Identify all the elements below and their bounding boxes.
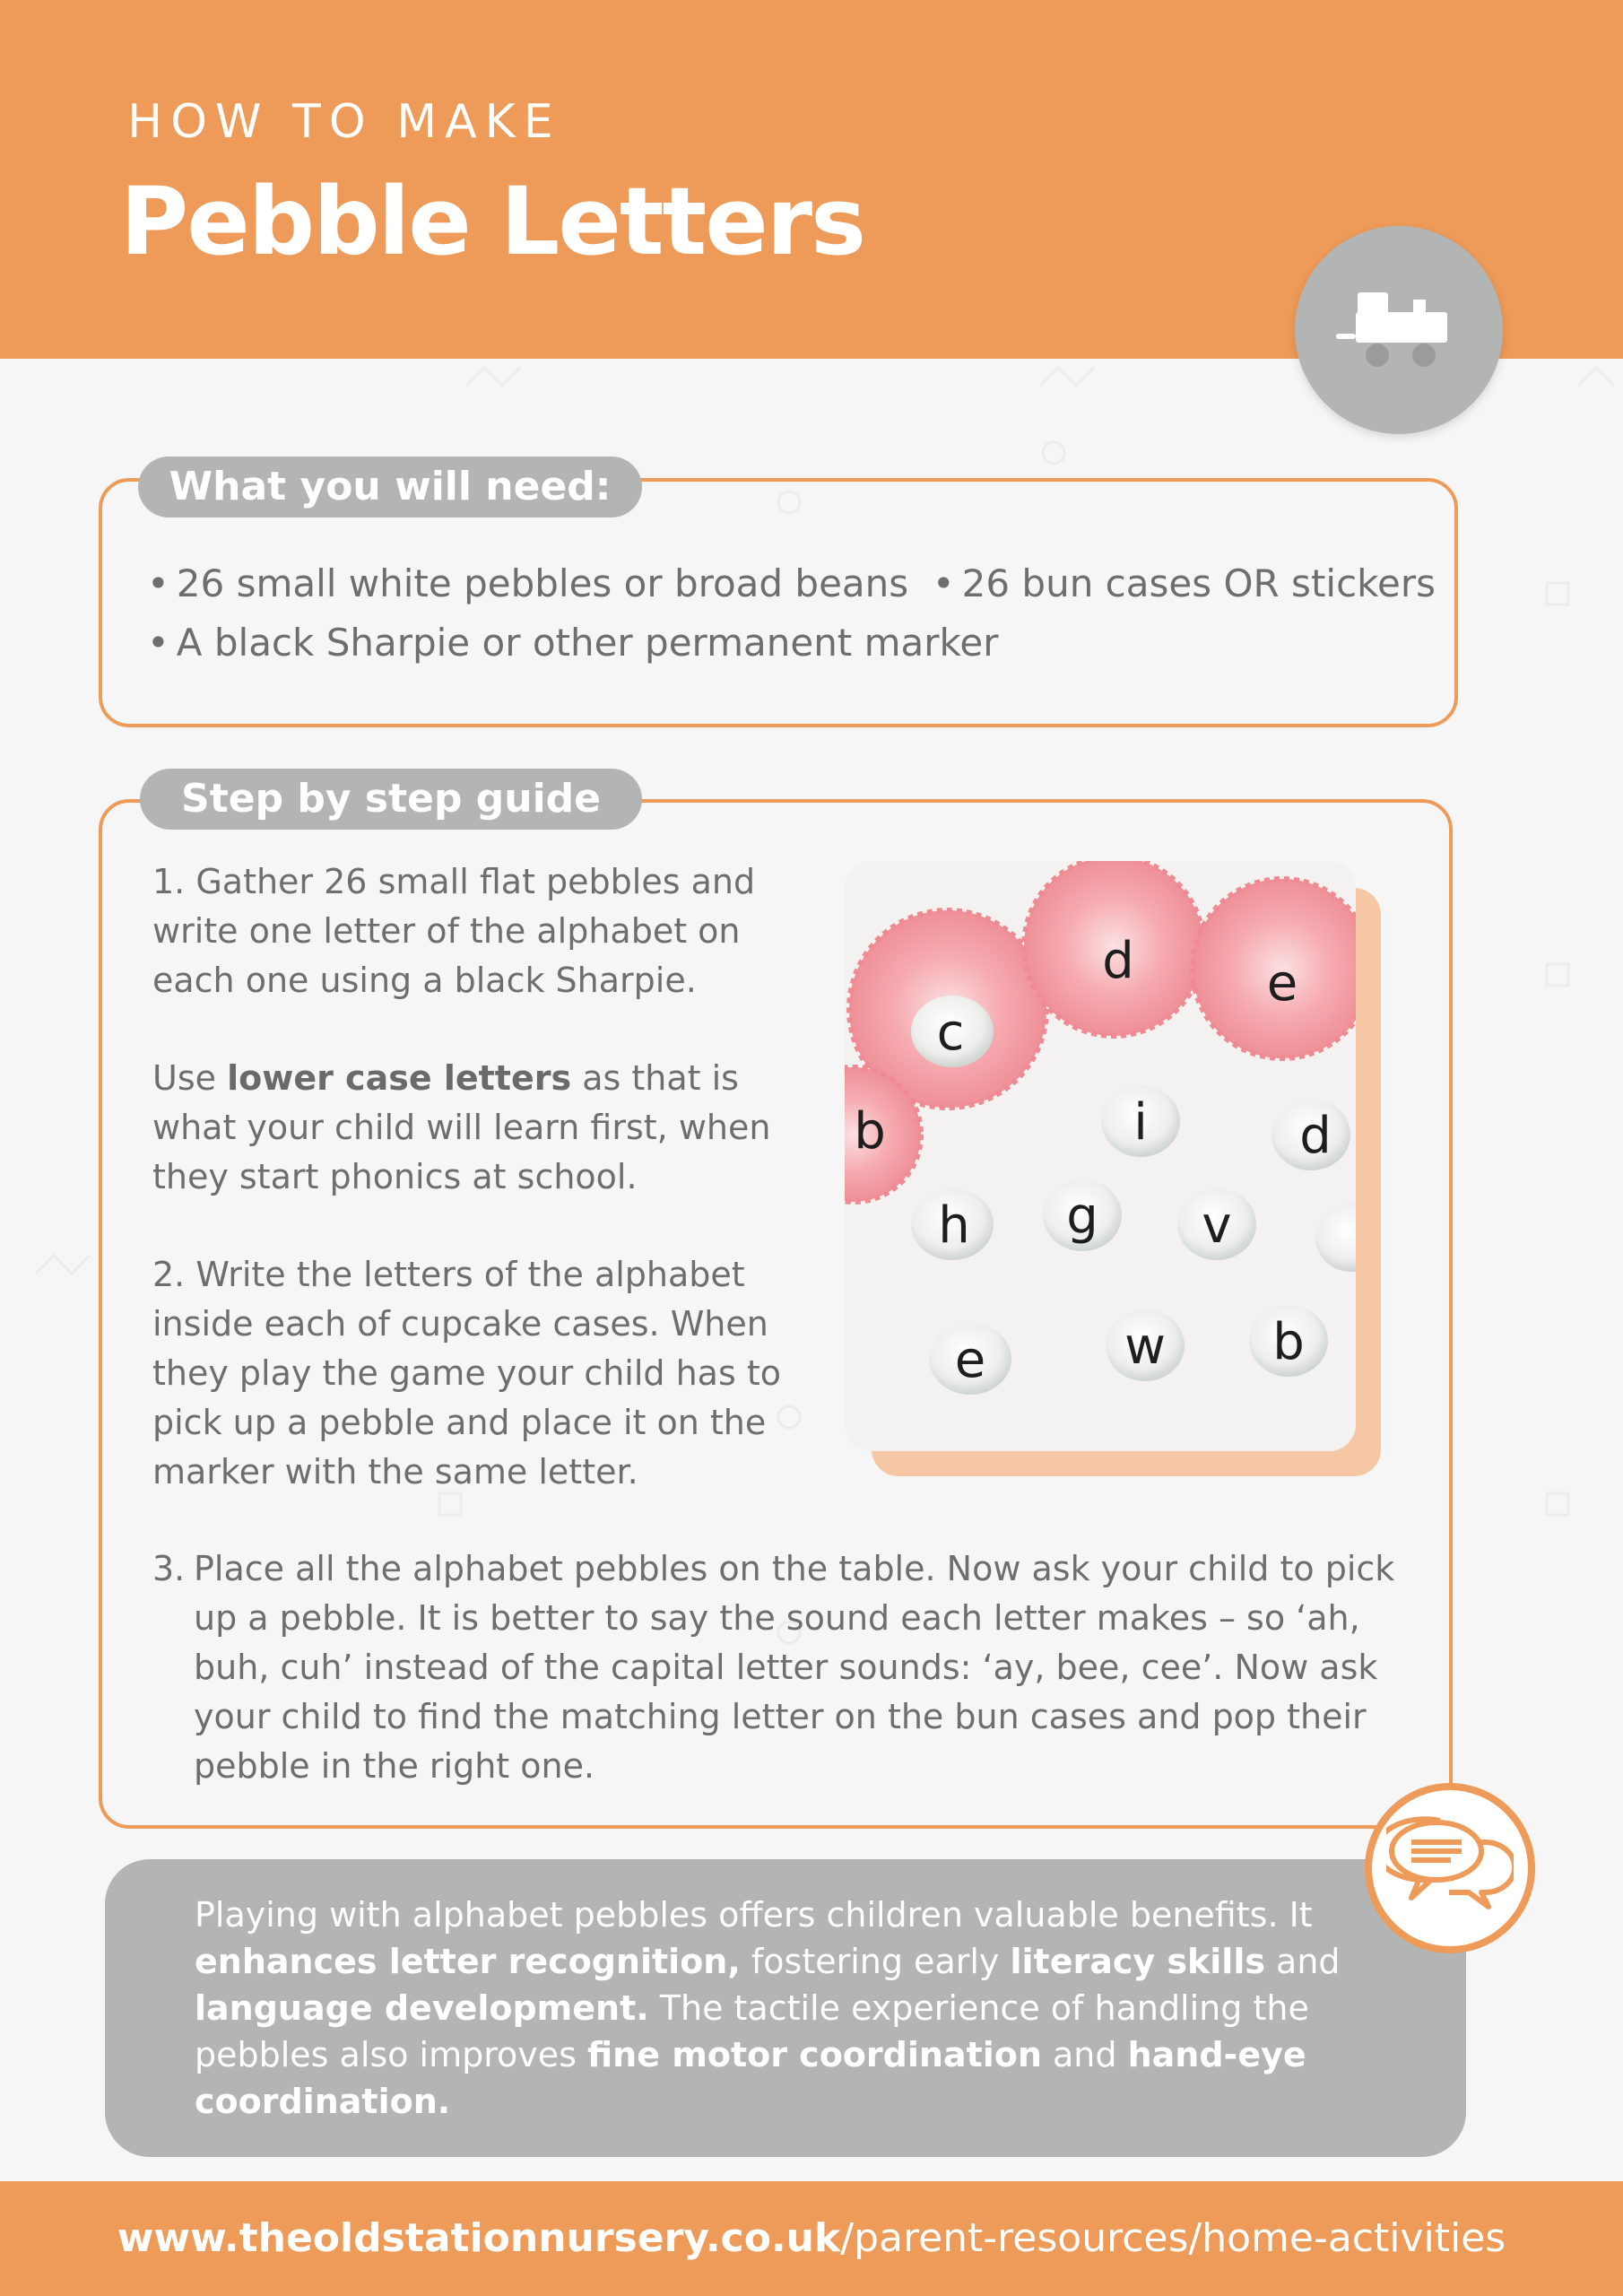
- needs-list: [147, 554, 1436, 673]
- chat-bubbles-icon: [1386, 1815, 1514, 1923]
- step-3: [152, 1544, 1426, 1791]
- list-item: • A black Sharpie or other permanent marker: [147, 621, 999, 665]
- page-title: Pebble Letters: [120, 167, 864, 276]
- pebble-letter-i: i: [1133, 1093, 1148, 1152]
- pebble-letter-e: e: [954, 1331, 986, 1389]
- footer-domain[interactable]: www.theoldstationnursery.co.uk: [117, 2215, 841, 2261]
- needs-item-1: 26 small white pebbles or broad beans: [176, 561, 909, 605]
- case-letter-b: b: [854, 1102, 886, 1161]
- header-kicker: HOW TO MAKE: [127, 95, 561, 149]
- step-3-text: Place all the alphabet pebbles on the table. Now ask your child to pick up a pebble. It is better to say the sound each letter makes – so ‘ah, buh, cuh’ instead of the capital letter sounds: ‘ay, bee, cee’. Now ask your child to find the matching letter on the bun cases and pop their pebble in the right one.: [194, 1549, 1395, 1786]
- pebble-letter-v: v: [1202, 1196, 1232, 1255]
- lowercase-emphasis: lower case letters: [227, 1058, 572, 1098]
- footer-path[interactable]: /parent-resources/home-activities: [840, 2215, 1506, 2261]
- case-letter-d: d: [1102, 932, 1134, 990]
- step-1: 1. Gather 26 small flat pebbles and write one letter of the alphabet on each one using a black Sharpie.: [152, 862, 756, 1000]
- needs-item-2: 26 bun cases OR stickers: [961, 561, 1436, 605]
- train-icon: [1336, 287, 1462, 377]
- train-badge: [1295, 226, 1503, 434]
- case-letter-e: e: [1266, 954, 1298, 1013]
- guide-steps: [152, 857, 798, 1545]
- step-2: 2. Write the letters of the alphabet inside each of cupcake cases. When they play the game your child has to pick up a pebble and place it on the marker with the same letter.: [152, 1255, 781, 1492]
- benefits-text: Playing with alphabet pebbles offers children valuable benefits. It enhances letter recognition, fostering early literacy skills and language development. The tactile experience of handling the pebbles also improves fine motor coordination and hand-eye coordination.: [195, 1895, 1341, 2121]
- guide-heading: Step by step guide: [140, 769, 642, 830]
- step-1-note: Use lower case letters as that is what your child will learn first, when they start phonics at school.: [152, 1058, 771, 1196]
- pebble-letter-b: b: [1272, 1313, 1305, 1371]
- needs-item-3: A black Sharpie or other permanent marker: [176, 621, 999, 665]
- pebble-letter-g: g: [1066, 1187, 1098, 1246]
- needs-heading: What you will need:: [138, 457, 642, 517]
- chat-badge: [1365, 1783, 1535, 1953]
- list-item: • 26 small white pebbles or broad beans • 26 bun cases OR stickers: [147, 561, 1436, 605]
- pebbles-photo: [845, 861, 1356, 1451]
- pebble-letter-d: d: [1299, 1107, 1332, 1165]
- case-letter-c: c: [936, 1004, 965, 1062]
- benefits-panel: [105, 1859, 1466, 2157]
- footer-url[interactable]: [0, 2181, 1623, 2296]
- pebble-letter-h: h: [938, 1196, 970, 1255]
- step-3-number: 3.: [152, 1549, 186, 1588]
- pebble-letter-w: w: [1124, 1318, 1166, 1376]
